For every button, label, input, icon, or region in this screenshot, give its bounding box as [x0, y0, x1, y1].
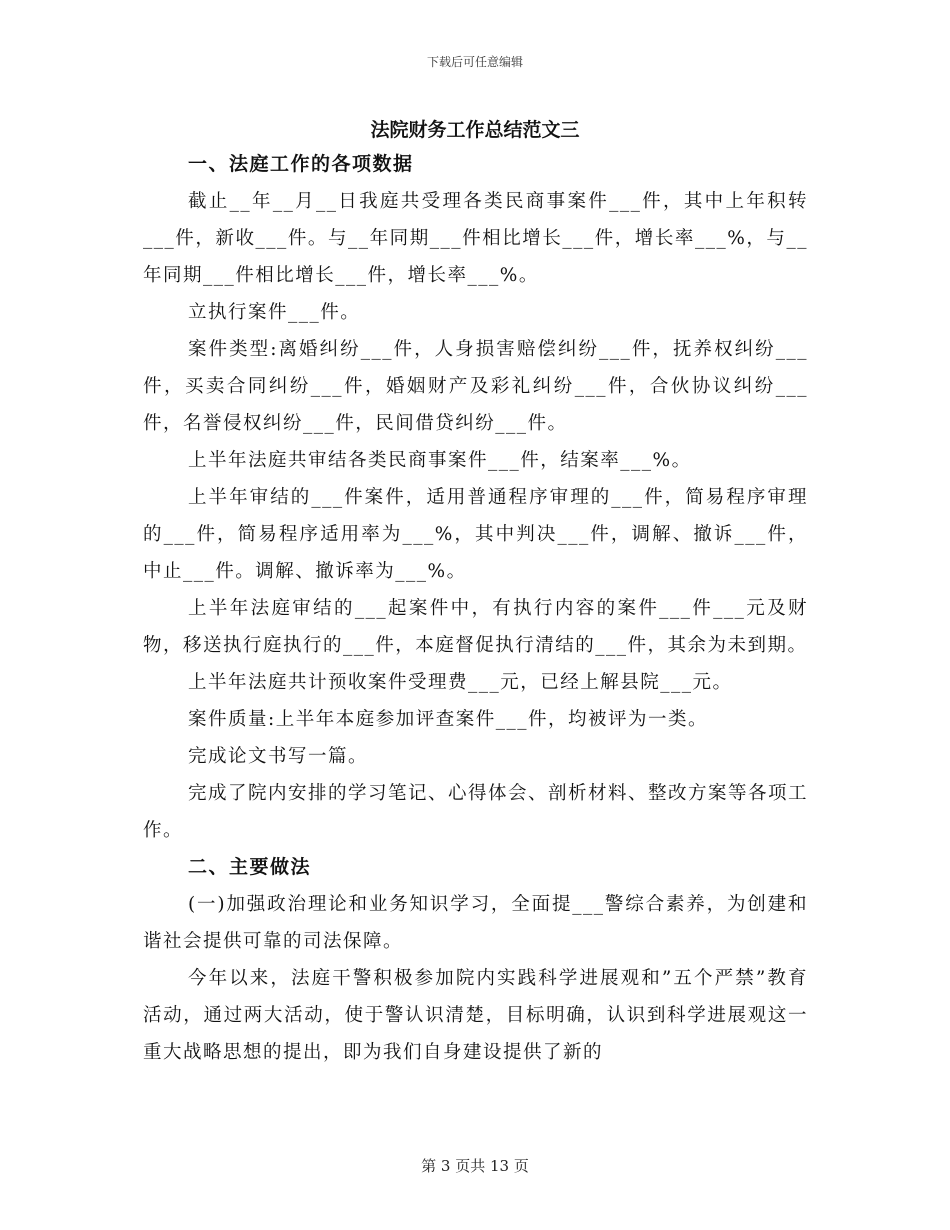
paragraph: 立执行案件___件。 — [188, 302, 361, 323]
section-heading-1: 一、法庭工作的各项数据 — [188, 153, 414, 175]
paragraph: 完成论文书写一篇。 — [188, 746, 369, 767]
paragraph: 上半年法庭共计预收案件受理费___元，已经上解县院___元。 — [188, 672, 733, 693]
document-title: 法院财务工作总结范文三 — [370, 119, 580, 141]
paragraph: (一)加强政治理论和业务知识学习，全面提___警综合素养，为创建和谐社会提供可靠的司法保障。 — [143, 894, 808, 952]
paragraph: 案件类型:离婚纠纷___件，人身损害赔偿纠纷___件，抚养权纠纷___件，买卖合同纠纷___件，婚姻财产及彩礼纠纷___件，合伙协议纠纷___件，名誉侵权纠纷___件，民间借贷纠纷___件。 — [143, 339, 808, 434]
section-heading-2: 二、主要做法 — [188, 856, 312, 878]
paragraph: 案件质量:上半年本庭参加评查案件___件，均被评为一类。 — [188, 709, 708, 730]
paragraph: 上半年审结的___件案件，适用普通程序审理的___件，简易程序审理的___件，简易程序适用率为___%，其中判决___件，调解、撤诉___件，中止___件。调解、撤诉率为___%。 — [143, 487, 808, 582]
paragraph: 今年以来，法庭干警积极参加院内实践科学进展观和”五个严禁”教育活动，通过两大活动，使于警认识清楚，目标明确，认识到科学进展观这一重大战略思想的提出，即为我们自身建设提供了新的 — [143, 968, 808, 1063]
page-header-note: 下载后可任意编辑 — [426, 55, 523, 69]
paragraph: 完成了院内安排的学习笔记、心得体会、剖析材料、整改方案等各项工作。 — [143, 783, 809, 841]
document-body — [143, 146, 808, 1071]
paragraph: 上半年法庭审结的___起案件中，有执行内容的案件___件___元及财物，移送执行庭执行的___件，本庭督促执行清结的___件，其余为未到期。 — [143, 598, 808, 656]
paragraph: 上半年法庭共审结各类民商事案件___件，结案率___%。 — [188, 450, 692, 471]
paragraph: 截止__年__月__日我庭共受理各类民商事案件___件，其中上年积转___件，新收___件。与__年同期___件相比增长___件，增长率___%，与__年同期___件相比增长___件，增长率___%。 — [143, 191, 808, 286]
page-number: 第 3 页共 13 页 — [421, 1157, 529, 1175]
